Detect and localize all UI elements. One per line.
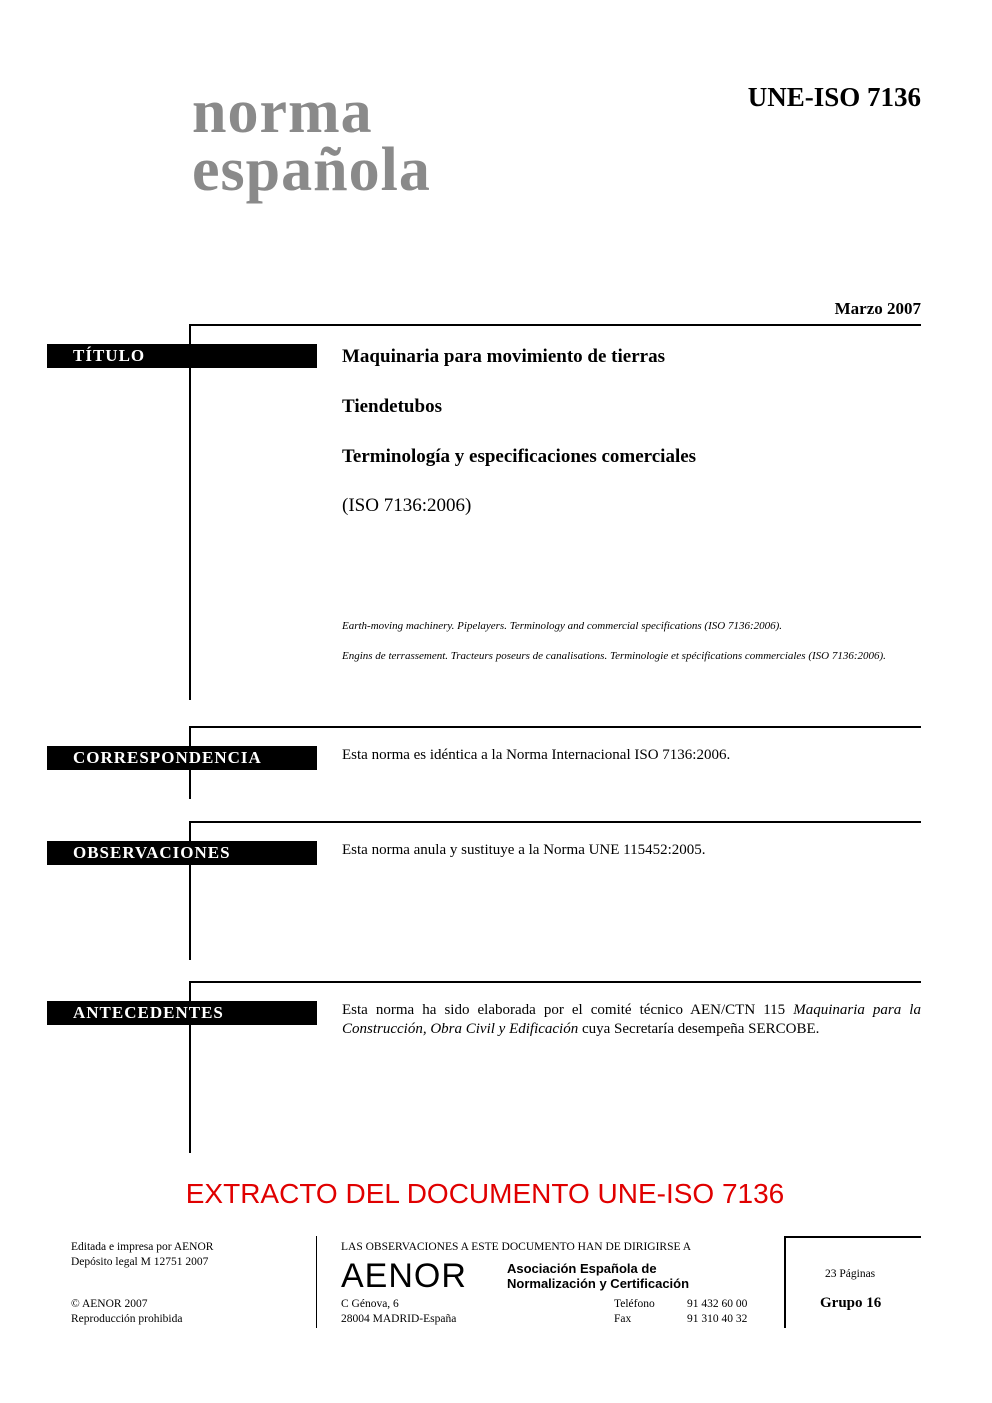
logo-norma: norma — [192, 78, 373, 146]
observaciones-text: Esta norma anula y sustituye a la Norma UNE 115452:2005. — [342, 842, 706, 858]
page-count: 23 Páginas — [825, 1268, 876, 1280]
extract-notice: EXTRACTO DEL DOCUMENTO UNE-ISO 7136 — [185, 1178, 785, 1209]
address-line1: C Génova, 6 — [341, 1298, 399, 1310]
section-divider — [189, 726, 921, 728]
english-title: Earth-moving machinery. Pipelayers. Terminology and commercial specifications (ISO 7136:2006). — [342, 620, 783, 632]
antecedentes-text-part2: cuya Secretaría desempeña SERCOBE. — [578, 1021, 820, 1037]
section-divider — [189, 821, 921, 823]
section-vertical-rule — [189, 324, 191, 700]
pages-box-left-rule — [784, 1236, 786, 1328]
aenor-name-line1: Asociación Española de — [507, 1261, 657, 1276]
antecedentes-committee-name: Maquinaria para la Construcción, Obra Civil y Edificación — [342, 1002, 921, 1037]
phone-label: Teléfono — [614, 1298, 655, 1310]
correspondencia-text: Esta norma es idéntica a la Norma Internacional ISO 7136:2006. — [342, 747, 731, 763]
section-label-titulo: TÍTULO — [47, 344, 317, 368]
copyright: © AENOR 2007 — [71, 1298, 148, 1310]
observations-heading: LAS OBSERVACIONES A ESTE DOCUMENTO HAN DE DIRIGIRSE A — [341, 1241, 692, 1253]
section-label-antecedentes: ANTECEDENTES — [47, 1001, 317, 1025]
edited-by: Editada e impresa por AENOR — [71, 1241, 214, 1253]
fax-value: 91 310 40 32 — [687, 1313, 748, 1325]
standard-code: UNE-ISO 7136 — [747, 82, 921, 112]
french-title: Engins de terrassement. Tracteurs poseurs de canalisations. Terminologie et spécifications commerciales (ISO 7136:2006). — [342, 650, 886, 662]
footer-divider — [316, 1236, 317, 1328]
title-line-3: Terminología y especificaciones comerciales — [342, 446, 697, 467]
antecedentes-text-part1: Esta norma ha sido elaborada por el comité técnico AEN/CTN 115 — [342, 1002, 794, 1018]
title-line-2: Tiendetubos — [342, 396, 442, 417]
section-label-correspondencia: CORRESPONDENCIA — [47, 746, 317, 770]
iso-reference: (ISO 7136:2006) — [342, 495, 472, 516]
phone-value: 91 432 60 00 — [687, 1298, 748, 1310]
title-line-1: Maquinaria para movimiento de tierras — [342, 346, 665, 367]
address-line2: 28004 MADRID-España — [341, 1313, 457, 1325]
reproduction-notice: Reproducción prohibida — [71, 1313, 183, 1325]
pages-box-top-rule — [784, 1236, 921, 1238]
section-label-observaciones: OBSERVACIONES — [47, 841, 317, 865]
group-number: Grupo 16 — [820, 1295, 882, 1311]
logo-espanola: española — [192, 136, 431, 204]
legal-deposit: Depósito legal M 12751 2007 — [71, 1256, 209, 1268]
antecedentes-text — [342, 1001, 921, 1039]
aenor-logo: AENOR — [341, 1257, 467, 1295]
fax-label: Fax — [614, 1313, 632, 1325]
section-divider — [189, 324, 921, 326]
aenor-name-line2: Normalización y Certificación — [507, 1276, 690, 1291]
publication-date: Marzo 2007 — [834, 299, 921, 318]
section-divider — [189, 981, 921, 983]
